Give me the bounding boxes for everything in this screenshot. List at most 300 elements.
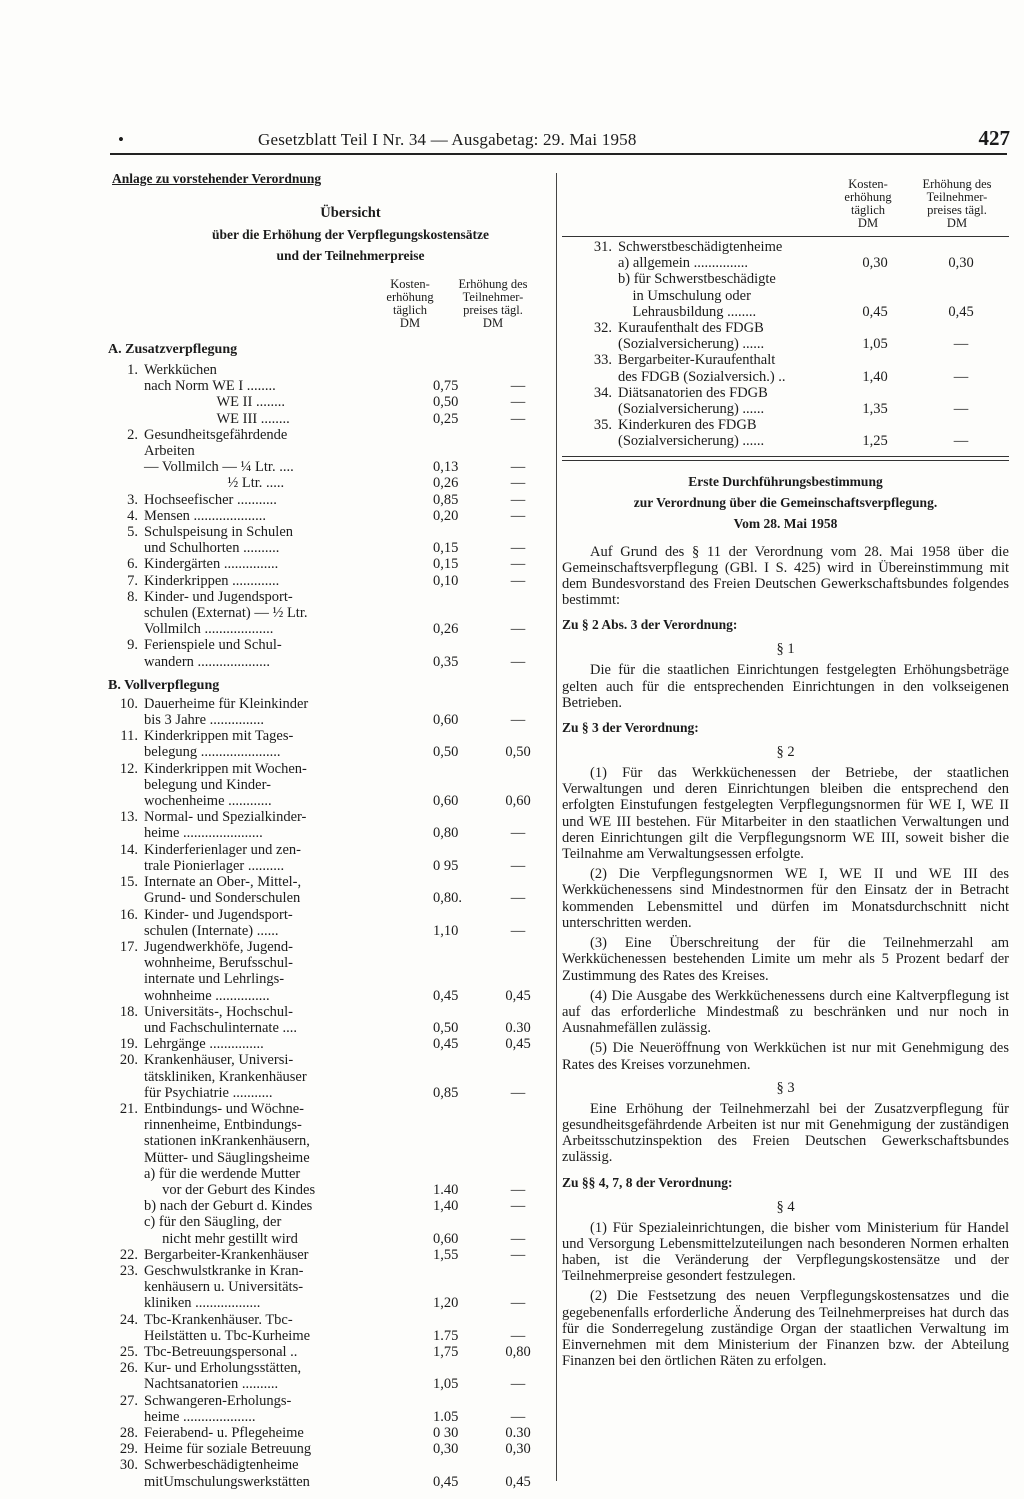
price-increase-value: 0,50: [505, 744, 531, 761]
table-row: [108, 1457, 553, 1473]
cost-increase-value: 0,15: [433, 540, 459, 557]
cost-increase-header: Kosten- erhöhung täglich DM: [386, 277, 434, 330]
row-number: 32.: [593, 320, 612, 337]
row-label: schulen (Externat) — ½ Ltr.: [144, 605, 308, 622]
price-increase-value: —: [510, 491, 526, 508]
section-1-heading: § 1: [776, 641, 795, 658]
table-row: [108, 589, 553, 605]
row-label: nach Norm WE I ........: [144, 378, 276, 395]
table-row: [108, 411, 553, 427]
row-number: 19.: [119, 1036, 138, 1053]
cost-increase-value: 0,10: [433, 572, 459, 589]
table-row: [108, 825, 553, 841]
cost-increase-value: 0,15: [433, 556, 459, 573]
price-increase-value: —: [510, 572, 526, 589]
section-b-table: [108, 696, 553, 1490]
price-increase-value: —: [953, 336, 969, 353]
row-label: Schwerstbeschädigtenheime: [618, 239, 783, 255]
table-row: [562, 239, 1009, 255]
row-number: 20.: [119, 1052, 138, 1069]
table-row: [108, 696, 553, 712]
table-row: [108, 1344, 553, 1360]
table-row: [108, 874, 553, 890]
row-label: kliniken ..................: [144, 1295, 261, 1312]
table-row: [108, 475, 553, 491]
price-increase-value: —: [510, 1246, 526, 1263]
row-label: Kinderkrippen .............: [144, 572, 280, 589]
row-label: Mensen ....................: [144, 507, 267, 524]
cost-increase-value: 1,10: [433, 922, 459, 939]
row-label: Kinder- und Jugendsport-: [144, 906, 293, 923]
table-row: [562, 352, 1009, 368]
row-label: Jugendwerkhöfe, Jugend-: [144, 938, 293, 955]
row-number: 21.: [119, 1100, 138, 1117]
price-increase-value: —: [510, 1198, 526, 1215]
table-row: [108, 1231, 553, 1247]
row-label: vor der Geburt des Kindes: [144, 1181, 316, 1198]
section-a-heading: A. Zusatzverpflegung: [108, 342, 238, 357]
row-number: 3.: [127, 491, 138, 508]
row-label: Kuraufenthalt des FDGB: [618, 320, 764, 337]
cost-increase-value: 0,30: [433, 1441, 459, 1458]
table-row: [108, 540, 553, 556]
row-label: a) für die werdende Mutter: [144, 1165, 301, 1182]
row-label: Arbeiten: [144, 443, 195, 460]
cost-increase-value: 0,50: [433, 1019, 459, 1036]
cost-increase-value: 1,20: [433, 1295, 459, 1312]
cost-increase-value: 1.75: [433, 1327, 459, 1344]
row-label: belegung und Kinder-: [144, 776, 271, 793]
section-2-heading: § 2: [776, 744, 795, 761]
table-row: [562, 336, 1009, 352]
cost-increase-value: 1,40: [433, 1198, 459, 1215]
zu-heading-3: Zu §§ 4, 7, 8 der Verordnung:: [562, 1174, 733, 1190]
row-number: 15.: [119, 874, 138, 891]
row-label: schulen (Internate) ......: [144, 922, 279, 939]
row-label: Grund- und Sonderschulen: [144, 890, 301, 907]
table-row: [108, 1004, 553, 1020]
right-column: [562, 170, 1009, 1369]
cost-increase-value: 0,30: [862, 255, 888, 272]
row-number: 4.: [127, 507, 138, 524]
table-row: [108, 1376, 553, 1392]
page-header: [110, 126, 1010, 160]
price-increase-value: 0,30: [948, 255, 974, 272]
price-increase-value: —: [510, 540, 526, 557]
row-label: Heilstätten u. Tbc-Kurheime: [144, 1327, 311, 1344]
section-2-para-5: (5) Die Neueröffnung von Werkküchen ist nur mit Genehmigung des Rates des Kreises vorzunehmen.: [562, 1040, 1009, 1073]
table-row: [108, 1393, 553, 1409]
row-label: Bergarbeiter-Krankenhäuser: [144, 1246, 309, 1263]
price-increase-value: 0,60: [505, 793, 531, 810]
row-label: Mütter- und Säuglingsheime: [144, 1149, 310, 1166]
table-row: [108, 761, 553, 777]
price-increase-value: —: [510, 890, 526, 907]
section-4-heading: § 4: [776, 1198, 795, 1215]
row-label: Werkküchen: [144, 362, 217, 378]
row-label: stationen inKrankenhäusern,: [144, 1133, 310, 1150]
row-label: Universitäts-, Hochschul-: [144, 1003, 293, 1020]
price-increase-value: —: [510, 712, 526, 729]
table-row: [108, 777, 553, 793]
price-increase-value: —: [953, 433, 969, 450]
row-number: 34.: [593, 384, 612, 401]
price-increase-value: 0.30: [505, 1425, 531, 1441]
row-number: 6.: [127, 556, 138, 573]
cost-increase-value: 1,35: [862, 401, 888, 418]
row-label: Schulspeisung in Schulen: [144, 524, 294, 541]
row-number: 9.: [127, 637, 138, 654]
row-label: a) allgemein ...............: [618, 255, 749, 272]
table-row: [108, 637, 553, 653]
table-row: [562, 401, 1009, 417]
row-label: kenhäusern u. Universitäts-: [144, 1279, 304, 1296]
row-number: 26.: [119, 1360, 138, 1377]
section-3-heading: § 3: [776, 1079, 795, 1096]
row-label: Hochseefischer ...........: [144, 491, 277, 508]
cost-increase-value: 1,40: [862, 368, 888, 385]
table-row: [108, 712, 553, 728]
row-label: wochenheime ............: [144, 793, 272, 810]
table-row: [562, 255, 1009, 271]
row-number: 35.: [593, 417, 612, 434]
table-row: [562, 320, 1009, 336]
zu-heading-1: Zu § 2 Abs. 3 der Verordnung:: [562, 617, 738, 633]
row-label: Kinderkrippen mit Wochen-: [144, 760, 307, 777]
row-number: 1.: [127, 362, 138, 378]
right-header-rule: [562, 236, 1009, 237]
row-number: 29.: [119, 1441, 138, 1458]
table-row: [108, 1474, 553, 1490]
row-number: 16.: [119, 906, 138, 923]
price-increase-value: —: [510, 410, 526, 427]
table-row: [108, 939, 553, 955]
row-label: trale Pionierlager ..........: [144, 857, 285, 874]
price-increase-value: —: [953, 401, 969, 418]
price-increase-value: —: [510, 1327, 526, 1344]
table-row: [108, 923, 553, 939]
row-label: Kinderkrippen mit Tages-: [144, 728, 294, 745]
section-2-para-3: (3) Eine Überschreitung der für die Teilnehmerzahl am Werkküchenessen bestehenden Limite um mehr als 5 Prozent bedarf der Zustimmung des Rates des Kreises.: [562, 935, 1009, 984]
cost-increase-value: 0 95: [433, 857, 459, 874]
cost-increase-value: 0,45: [862, 303, 888, 320]
implementing-regulation: [562, 471, 1009, 1370]
row-number: 14.: [119, 841, 138, 858]
cost-increase-value: 0,50: [433, 744, 459, 761]
cost-increase-value: 0,60: [433, 793, 459, 810]
table-row: [108, 858, 553, 874]
table-row: [108, 654, 553, 670]
table-row: [108, 1214, 553, 1230]
cost-increase-value: 1.05: [433, 1408, 459, 1425]
cost-increase-value: 0,85: [433, 491, 459, 508]
overview-title-line1: über die Erhöhung der Verpflegungskostensätze: [211, 227, 490, 242]
overview-heading: Übersicht: [320, 205, 381, 221]
row-label: Entbindungs- und Wöchne-: [144, 1100, 305, 1117]
row-number: 30.: [119, 1457, 138, 1474]
table-row: [108, 573, 553, 589]
row-number: 8.: [127, 588, 138, 605]
table-row: [108, 1036, 553, 1052]
row-label: c) für den Säugling, der: [144, 1214, 282, 1231]
cost-increase-value: 0,75: [433, 378, 459, 395]
row-label: Schwerbeschädigtenheime: [144, 1457, 299, 1474]
row-number: 17.: [119, 938, 138, 955]
regulation-intro: Auf Grund des § 11 der Verordnung vom 28. Mai 1958 über die Gemeinschaftsverpflegung (GBl. I S. 425) wird in Übereinstimmung mit dem Bundesvorstand des Freien Deutschen Gewerkschaftsbundes folgendes bestimmt:: [562, 543, 1009, 609]
section-a-table: [108, 362, 553, 670]
row-label: Nachtsanatorien ..........: [144, 1376, 279, 1393]
regulation-heading: Erste Durchführungsbestimmung: [688, 473, 883, 489]
row-number: 24.: [119, 1311, 138, 1328]
page-number: 427: [978, 126, 1010, 150]
cost-increase-value: 0,26: [433, 621, 459, 638]
row-label: für Psychiatrie ...........: [144, 1084, 273, 1101]
row-label: Kinder- und Jugendsport-: [144, 588, 293, 605]
zu-heading-2: Zu § 3 der Verordnung:: [562, 720, 699, 736]
price-increase-value: —: [510, 1408, 526, 1425]
row-label: bis 3 Jahre ...............: [144, 712, 265, 729]
table-row: [108, 1441, 553, 1457]
table-row: [108, 744, 553, 760]
section-b-heading: B. Vollverpflegung: [108, 677, 220, 693]
row-label: Gesundheitsgefährdende: [144, 426, 288, 443]
row-number: 12.: [119, 760, 138, 777]
section-2-para-2: (2) Die Verpflegungsnormen WE I, WE II und WE III des Werkküchenessens sind Mindestnormen für den Einsatz der in Betracht kommenden Lebensmittel und dürfen im Monatsdurchschnitt nicht unterschritten werden.: [562, 866, 1009, 931]
row-number: 31.: [593, 239, 612, 255]
row-number: 10.: [119, 695, 138, 712]
price-increase-value: —: [510, 1181, 526, 1198]
row-label: b) nach der Geburt d. Kindes: [144, 1198, 313, 1215]
row-number: 7.: [127, 572, 138, 589]
table-row: [108, 1150, 553, 1166]
row-label: und Schulhorten ..........: [144, 540, 280, 557]
table-row: [562, 288, 1009, 304]
price-increase-value: 0,30: [505, 1441, 531, 1458]
left-column: [108, 170, 553, 1490]
row-label: tätskliniken, Krankenhäuser: [144, 1068, 307, 1085]
price-increase-value: —: [510, 825, 526, 842]
cost-increase-value: 1,25: [862, 433, 888, 450]
cost-increase-value: 1,05: [433, 1376, 459, 1393]
table-row: [108, 1182, 553, 1198]
price-increase-value: —: [510, 459, 526, 476]
row-number: 13.: [119, 809, 138, 826]
row-label: des FDGB (Sozialversich.) ..: [618, 368, 786, 385]
cost-increase-value: 0,25: [433, 410, 459, 427]
cost-increase-value: 1,55: [433, 1246, 459, 1263]
row-label: Kur- und Erholungsstätten,: [144, 1360, 302, 1377]
price-increase-value: —: [510, 1230, 526, 1247]
price-increase-header: Erhöhung des Teilnehmer- preises tägl. DM: [458, 277, 528, 330]
cost-increase-value: 1,75: [433, 1343, 459, 1360]
row-label: Kinderferienlager und zen-: [144, 841, 302, 858]
row-label: Diätsanatorien des FDGB: [618, 384, 768, 401]
table-row: [108, 1247, 553, 1263]
table-row: [108, 971, 553, 987]
table-row: [108, 605, 553, 621]
table-row: [108, 378, 553, 394]
price-increase-value: —: [510, 653, 526, 670]
header-rule: [110, 153, 1007, 155]
row-number: 2.: [127, 426, 138, 443]
table-row: [108, 988, 553, 1004]
cost-increase-value: 0,50: [433, 394, 459, 411]
header-dot: •: [118, 130, 124, 149]
row-label: Krankenhäuser, Universi-: [144, 1052, 294, 1069]
right-column-headers: [562, 170, 1009, 232]
row-label: Normal- und Spezialkinder-: [144, 809, 307, 826]
row-label: Tbc-Krankenhäuser. Tbc-: [144, 1311, 293, 1328]
table-row: [562, 385, 1009, 401]
table-row: [108, 793, 553, 809]
row-label: wandern ....................: [144, 653, 271, 670]
row-label: Tbc-Betreuungspersonal ..: [144, 1343, 298, 1360]
price-increase-value: 0.30: [505, 1019, 531, 1036]
section-2-para-4: (4) Die Ausgabe des Werkküchenessens durch eine Kaltverpflegung ist auf das erforderliche Mindestmaß zu beschränken und nur noch in Ausnahmefällen zulässig.: [562, 987, 1009, 1037]
table-row: [108, 1279, 553, 1295]
row-label: WE II ........: [144, 394, 285, 411]
row-label: Geschwulstkranke in Kran-: [144, 1262, 304, 1279]
price-increase-value: 0,45: [505, 1036, 531, 1053]
cost-increase-value: 0,85: [433, 1084, 459, 1101]
price-increase-value: 0,45: [505, 1473, 531, 1490]
annex-caption: Anlage zu vorstehender Verordnung: [112, 171, 322, 186]
table-row: [108, 809, 553, 825]
section-4-para-1: (1) Für Spezialeinrichtungen, die bisher vom Ministerium für Handel und Versorgung Lebensmittelzuteilungen nach besonderen Normen erhalten haben, ist die Veränderung der Verpflegungskostensätze und der Teilnehmerpreise gesondert festzulegen.: [562, 1219, 1009, 1285]
row-number: 23.: [119, 1262, 138, 1279]
table-row: [562, 271, 1009, 287]
table-row: [108, 842, 553, 858]
row-label: (Sozialversicherung) ......: [618, 336, 765, 353]
row-label: (Sozialversicherung) ......: [618, 401, 765, 418]
row-label: Bergarbeiter-Kuraufenthalt: [618, 352, 776, 369]
table-row: [108, 1133, 553, 1149]
price-increase-value: —: [510, 475, 526, 492]
table-row: [562, 304, 1009, 320]
table-row: [108, 728, 553, 744]
row-label: Lehrgänge ...............: [144, 1036, 264, 1053]
table-row: [108, 621, 553, 637]
price-increase-value: —: [510, 857, 526, 874]
table-row: [108, 492, 553, 508]
row-label: — Vollmilch — ¼ Ltr. ....: [144, 459, 294, 476]
row-label: Kindergärten ...............: [144, 556, 279, 573]
row-label: wohnheime ...............: [144, 987, 270, 1004]
cost-increase-value: 0,35: [433, 653, 459, 670]
row-label: WE III ........: [144, 410, 290, 427]
table-row: [108, 1198, 553, 1214]
row-label: Heime für soziale Betreuung: [144, 1441, 312, 1458]
table-end-rule: [562, 456, 1009, 461]
overview-title-line2: und der Teilnehmerpreise: [276, 248, 425, 263]
row-label: belegung ......................: [144, 744, 281, 761]
table-row: [108, 427, 553, 443]
row-label: Dauerheime für Kleinkinder: [144, 695, 309, 712]
table-row: [108, 1085, 553, 1101]
cost-increase-value: 0,45: [433, 1036, 459, 1053]
left-column-headers: [108, 274, 553, 330]
price-increase-value: —: [510, 1376, 526, 1393]
row-number: 28.: [119, 1425, 138, 1441]
table-row: [562, 417, 1009, 433]
table-row: [108, 1101, 553, 1117]
gazette-title: Gesetzblatt Teil I Nr. 34 — Ausgabetag: 29. Mai 1958: [258, 130, 637, 149]
price-increase-value: —: [510, 394, 526, 411]
table-row: [108, 524, 553, 540]
table-row: [108, 394, 553, 410]
cost-increase-value: 0,45: [433, 987, 459, 1004]
price-increase-value: 0,80: [505, 1343, 531, 1360]
table-row: [108, 955, 553, 971]
price-increase-value: —: [510, 507, 526, 524]
row-label: Kinderkuren des FDGB: [618, 417, 757, 434]
price-increase-value: —: [510, 1084, 526, 1101]
table-row: [108, 1312, 553, 1328]
row-number: 22.: [119, 1246, 138, 1263]
row-label: mitUmschulungswerkstätten: [144, 1473, 310, 1490]
regulation-date: Vom 28. Mai 1958: [733, 515, 838, 531]
regulation-subheading: zur Verordnung über die Gemeinschaftsverpflegung.: [633, 494, 938, 510]
price-increase-value: —: [510, 556, 526, 573]
cost-increase-value: 0,20: [433, 507, 459, 524]
table-row: [108, 1360, 553, 1376]
price-increase-value: 0,45: [505, 987, 531, 1004]
price-increase-value: —: [510, 1295, 526, 1312]
cost-increase-value: 1.40: [433, 1181, 459, 1198]
row-label: ½ Ltr. .....: [144, 475, 285, 492]
right-table: [562, 239, 1009, 450]
price-increase-value: —: [510, 922, 526, 939]
row-number: 33.: [593, 352, 612, 369]
table-row: [108, 1263, 553, 1279]
table-row: [108, 443, 553, 459]
table-row: [108, 907, 553, 923]
row-number: 11.: [120, 728, 138, 745]
table-row: [108, 508, 553, 524]
table-row: [562, 433, 1009, 449]
row-label: rinnenheime, Entbindungs-: [144, 1117, 302, 1134]
table-row: [562, 369, 1009, 385]
price-increase-value: —: [510, 378, 526, 395]
row-number: 18.: [119, 1003, 138, 1020]
section-4-para-2: (2) Die Festsetzung des neuen Verpflegungskostensatzes und die gegebenenfalls erforderliche Änderung des Teilnehmerpreises hat durch das für die Sonderregelung zuständige Organ der staatlichen Verwaltung im Einvernehmen mit dem Ministerium der Finanzen bzw. der Abteilung Finanzen bei den örtlichen Räten zu erfolgen.: [562, 1288, 1009, 1370]
cost-increase-value: 0,60: [433, 1230, 459, 1247]
row-label: heime ......................: [144, 825, 263, 842]
price-increase-value: 0,45: [948, 303, 974, 320]
row-number: 27.: [119, 1392, 138, 1409]
row-label: b) für Schwerstbeschädigte: [618, 271, 776, 288]
table-row: [108, 1052, 553, 1068]
table-row: [108, 1117, 553, 1133]
row-label: in Umschulung oder: [618, 287, 751, 304]
row-label: Feierabend- u. Pflegeheime: [144, 1425, 304, 1441]
row-label: internate und Lehrlings-: [144, 971, 285, 988]
row-label: nicht mehr gestillt wird: [144, 1230, 298, 1247]
cost-increase-value: 0,80.: [433, 890, 462, 907]
cost-increase-value: 0,26: [433, 475, 459, 492]
row-label: Vollmilch ...................: [144, 621, 274, 638]
cost-increase-value: 0,80: [433, 825, 459, 842]
column-divider: [556, 173, 557, 1481]
row-label: heime ....................: [144, 1408, 256, 1425]
cost-increase-value: 0,60: [433, 712, 459, 729]
row-label: und Fachschulinternate ....: [144, 1019, 298, 1036]
cost-increase-header-right: Kosten- erhöhung täglich DM: [844, 177, 892, 230]
table-row: [108, 556, 553, 572]
cost-increase-value: 0,13: [433, 459, 459, 476]
table-row: [108, 1069, 553, 1085]
row-label: Internate an Ober-, Mittel-,: [144, 874, 302, 891]
